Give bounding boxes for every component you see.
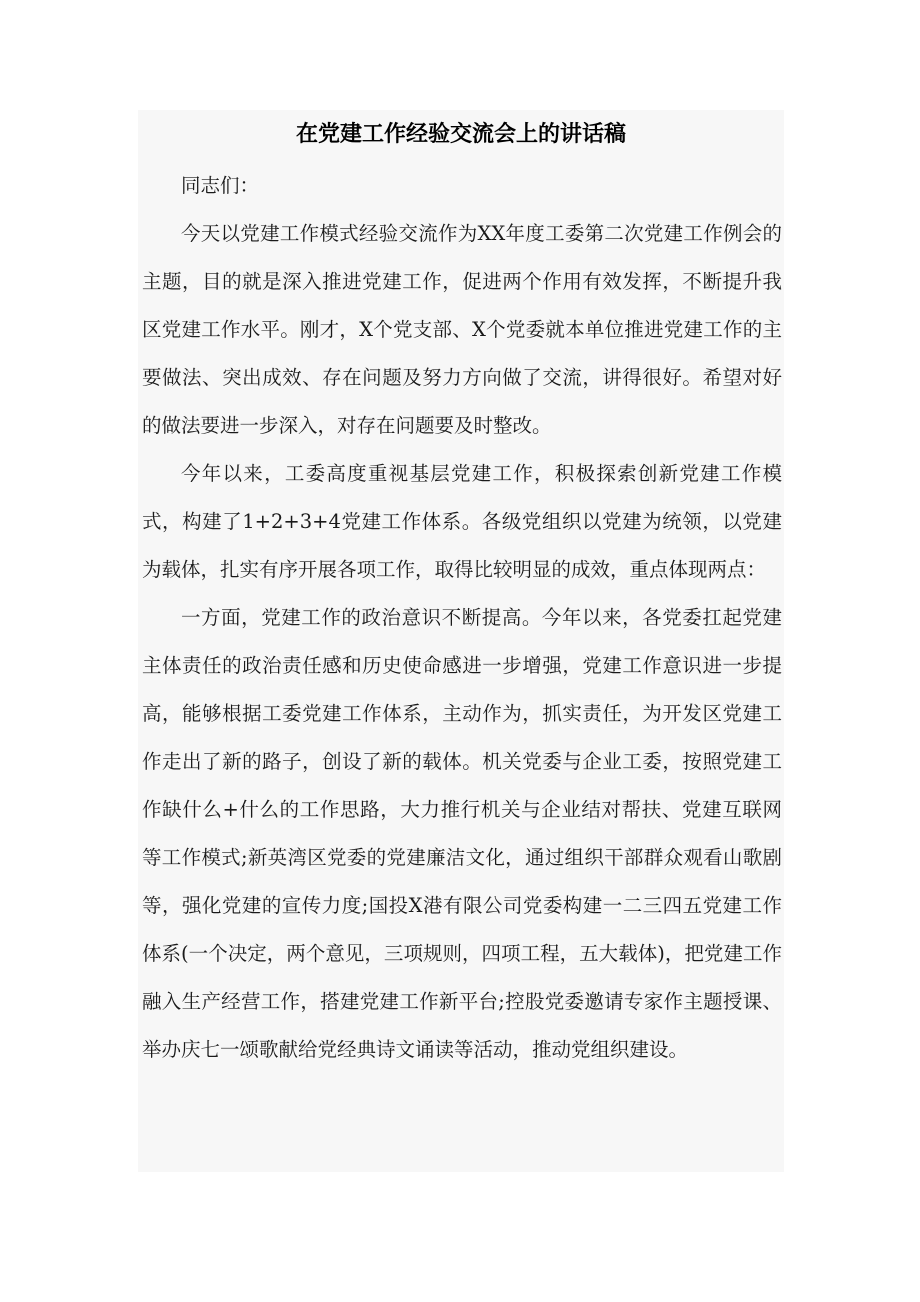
paragraph: 今年以来，工委高度重视基层党建工作，积极探索创新党建工作模式，构建了1+2+3+4党建工作体系。各级党组织以党建为统领，以党建为载体，扎实有序开展各项工作，取得比较明显的成效，重点体现两点： <box>142 462 782 581</box>
text-block <box>138 110 784 1172</box>
salutation: 同志们： <box>181 174 260 197</box>
paragraph: 今天以党建工作模式经验交流作为XX年度工委第二次党建工作例会的主题，目的就是深入推进党建工作，促进两个作用有效发挥，不断提升我区党建工作水平。刚才，X个党支部、X个党委就本单位推进党建工作的主要做法、突出成效、存在问题及努力方向做了交流，讲得很好。希望对好的做法要进一步深入，对存在问题要及时整改。 <box>142 222 782 437</box>
document-body <box>142 162 782 1074</box>
document-title: 在党建工作经验交流会上的讲话稿 <box>295 122 626 147</box>
paragraph: 一方面，党建工作的政治意识不断提高。今年以来，各党委扛起党建主体责任的政治责任感和历史使命感进一步增强，党建工作意识进一步提高，能够根据工委党建工作体系，主动作为，抓实责任，为开发区党建工作走出了新的路子，创设了新的载体。机关党委与企业工委，按照党建工作缺什么+什么的工作思路，大力推行机关与企业结对帮扶、党建互联网等工作模式;新英湾区党委的党建廉洁文化，通过组织干部群众观看山歌剧等，强化党建的宣传力度;国投X港有限公司党委构建一二三四五党建工作体系(一个决定，两个意见，三项规则，四项工程，五大载体)，把党建工作融入生产经营工作，搭建党建工作新平台;控股党委邀请专家作主题授课、举办庆七一颂歌献给党经典诗文诵读等活动，推动党组织建设。 <box>142 606 782 1061</box>
